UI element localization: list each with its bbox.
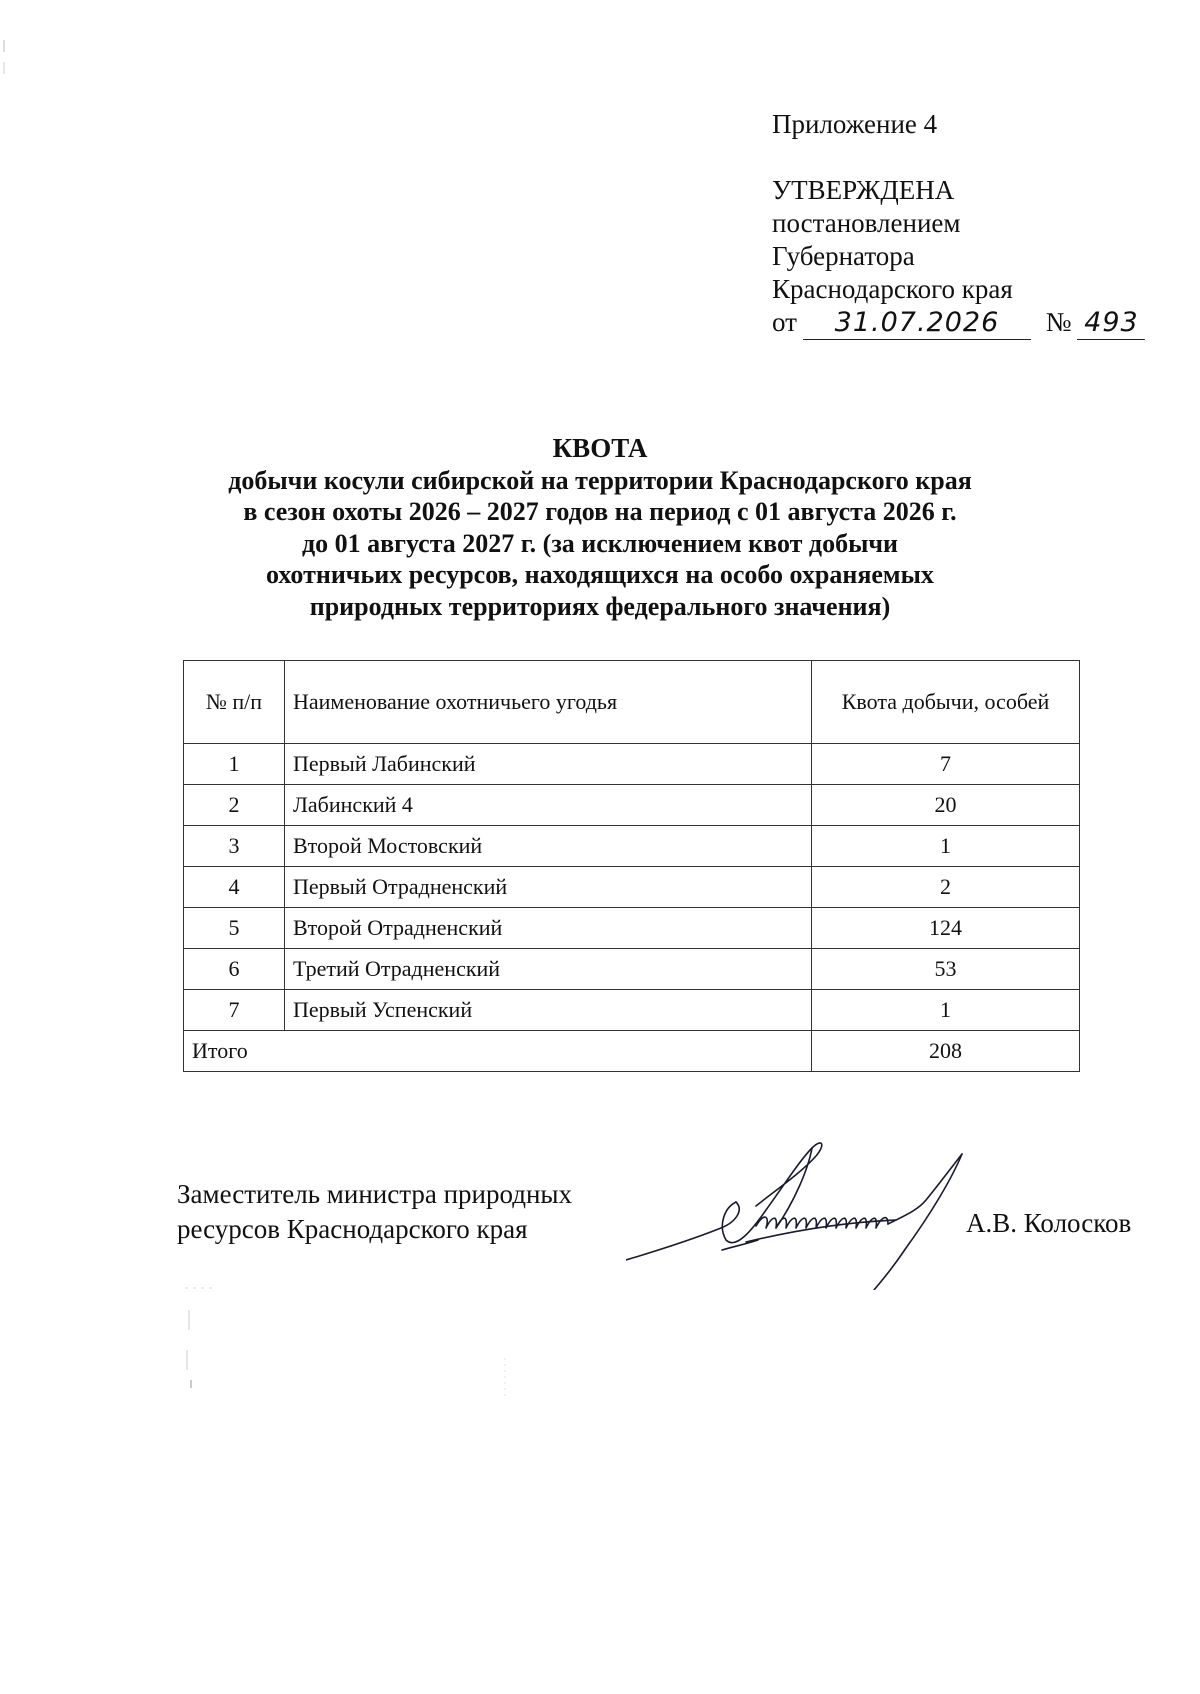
row-number: 7	[184, 990, 285, 1031]
row-quota: 7	[812, 744, 1080, 785]
row-quota: 53	[812, 949, 1080, 990]
approving-authority: Губернатора	[772, 241, 915, 271]
row-quota: 2	[812, 867, 1080, 908]
row-quota: 1	[812, 826, 1080, 867]
approved-label: УТВЕРЖДЕНА	[772, 175, 955, 205]
table-total-row	[184, 1031, 1080, 1072]
row-quota: 1	[812, 990, 1080, 1031]
scan-artifact-left	[0, 40, 12, 80]
row-number: 1	[184, 744, 285, 785]
date-prefix: от	[772, 307, 797, 337]
decree-date-line	[772, 306, 1145, 340]
title-heading: КВОТА	[552, 433, 648, 463]
row-quota: 20	[812, 785, 1080, 826]
title-line-1: добычи косули сибирской на территории Краснодарского края	[228, 465, 972, 495]
table-row	[184, 867, 1080, 908]
signer-name: А.В. Колосков	[966, 1208, 1132, 1238]
row-number: 5	[184, 908, 285, 949]
decree-number: 493	[1077, 306, 1145, 340]
row-hunting-ground: Второй Мостовский	[285, 826, 812, 867]
document-title	[0, 433, 1200, 622]
total-label: Итого	[184, 1031, 812, 1072]
row-hunting-ground: Первый Отрадненский	[285, 867, 812, 908]
approving-region: Краснодарского края	[772, 274, 1013, 304]
table-row	[184, 949, 1080, 990]
header-hunting-ground: Наименование охотничьего угодья	[285, 661, 812, 744]
header-quota: Квота добычи, особей	[812, 661, 1080, 744]
title-line-5: природных территориях федерального значения)	[309, 591, 891, 621]
signer-position	[177, 1177, 572, 1247]
row-hunting-ground: Второй Отрадненский	[285, 908, 812, 949]
row-number: 3	[184, 826, 285, 867]
decree-date: 31.07.2026	[803, 306, 1031, 340]
table-row	[184, 990, 1080, 1031]
row-hunting-ground: Первый Успенский	[285, 990, 812, 1031]
title-line-3: до 01 августа 2027 г. (за исключением квот добычи	[301, 528, 899, 558]
approval-block	[772, 108, 1145, 340]
title-line-2: в сезон охоты 2026 – 2027 годов на период с 01 августа 2026 г.	[243, 497, 957, 526]
row-quota: 124	[812, 908, 1080, 949]
number-prefix: №	[1045, 307, 1072, 337]
signer-position-line-2: ресурсов Краснодарского края	[177, 1214, 528, 1244]
table-header-row	[184, 661, 1080, 744]
row-number: 2	[184, 785, 285, 826]
header-number: № п/п	[184, 661, 285, 744]
quota-table	[183, 660, 1080, 1072]
appendix-label: Приложение 4	[772, 109, 938, 139]
total-value: 208	[812, 1031, 1080, 1072]
row-hunting-ground: Первый Лабинский	[285, 744, 812, 785]
row-number: 6	[184, 949, 285, 990]
table-row	[184, 744, 1080, 785]
table-row	[184, 785, 1080, 826]
approved-by: постановлением	[772, 208, 961, 238]
table-row	[184, 826, 1080, 867]
table-row	[184, 908, 1080, 949]
row-number: 4	[184, 867, 285, 908]
row-hunting-ground: Лабинский 4	[285, 785, 812, 826]
scan-artifact-bottom	[185, 1270, 515, 1410]
row-hunting-ground: Третий Отрадненский	[285, 949, 812, 990]
signer-position-line-1: Заместитель министра природных	[177, 1179, 573, 1209]
title-line-4: охотничьих ресурсов, находящихся на особо охраняемых	[266, 560, 934, 589]
